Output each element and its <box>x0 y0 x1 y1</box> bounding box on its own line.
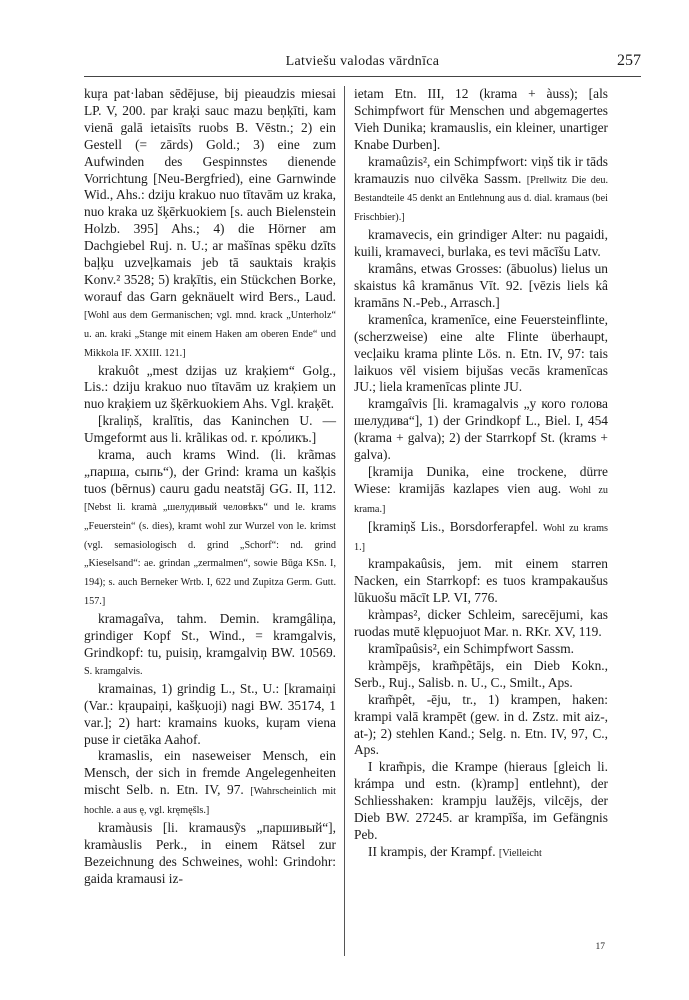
page-header <box>84 50 641 77</box>
entry-kramagalva: kramagaîva, tahm. Demin. kramgâliņa, grindiger Kopf St., Wind., = kramgalvis, Grindkopf: tu, puisiņ, kramgalviņ BW. 10569. S. kramgalvis. <box>84 611 336 677</box>
column-divider <box>344 86 345 956</box>
entry-kramgalvis: kramgaîvis [li. kramagalvis „у кого голова шелудива“], 1) der Grindkopf L., Biel. I, 454 (krama + galva); 2) der Starrkopf St. (krams + galva). <box>354 396 608 463</box>
entry-kramans: kramâns, etwas Grosses: (ābuolus) lielus un skaistus kâ kramānus Vīt. 92. [vēzis liels kâ kramāns N.-Peb., Arrasch.] <box>354 261 608 310</box>
entry-krampakausis: krampakaûsis, jem. mit einem starren Nacken, ein Starrkopf: es tuos krampakaušus lūkuošu mācīt LP. VI, 776. <box>354 556 608 606</box>
entry-krampis-1: I kram̃pis, die Krampe (hieraus [gleich li. krámpa und estn. (k)ramp] entlehnt), der Schliesshaken: krampju laužējs, vilcējs, der Dieb BW. 27245. ar krampīša, im Gefängnis Peb. <box>354 759 608 842</box>
running-title: Latviešu valodas vārdnīca <box>285 54 440 69</box>
entry-krampet: kram̃pêt, -ēju, tr., 1) krampen, haken: krampi valā krampēt (gew. in d. Zstz. mit aiz-, at-); 2) stehlen Kand.; Selg. n. Etn. IV, 97, C., Aps. <box>354 691 608 758</box>
entry-krama: krama, auch krams Wind. (li. krãmas „парша, сыпь“), der Grind: krama un kašķis tuos (bērnus) cauru gadu neatstāj GG. II, 112. [Nebst li. kramà „шелудивый человѣкъ“ und le. krams „Feuerstein“ (s. dies), kramt wohl zur Wurzel von le. krimst (vgl. semasiologisch d. grind „Schorf“: nd. grind „Kieselsand“: ae. grindan „zermalmen“, sowie Būga KSn. I, 194); s. auch Berneker Wrtb. I, 622 und Zupitza Germ. Gutt. 157.] <box>84 447 336 608</box>
entry-krampis-2: II krampis, der Krampf. [Vielleicht <box>368 843 542 859</box>
entry-krampejs: kràmpējs, kram̃pẽtājs, ein Dieb Kokn., Serb., Ruj., Salisb. n. U., C., Smilt., Aps. <box>354 657 608 690</box>
entry-continuation: ietam Etn. III, 12 (krama + àuss); [als Schimpfwort für Menschen und abgemagertes Vieh Dunika; kramauslis, ein kleiner, unartiger Knabe Durben]. <box>354 86 608 152</box>
entry-krampausis: kramĩpaûsis², ein Schimpfwort Sassm. <box>368 641 574 656</box>
entry-continuation: kuŗa pat·laban sēdējuse, bij pieaudzis miesai LP. V, 200. par kraķi sauc mazu beņķīti, kam vienā galā ietaisīts ruobs B. Vēstn.; 2) ein Gestell (= zārds) Gold.; 3) eine zum Aufwinden des Gespinnstes dienende Vorrichtung [Neu-Bergfried), eine Garnwinde Wid., Ahs.: dziju krakuo nuo tītavām uz kraka, nuo kraka uz šķērkuokiem [s. auch Bielenstein Holzb. 395] Ahs.; 4) die Hörner am Dachgiebel Ruj. n. U.; ar mašīnas spēku dzīts baļķu uzveļkamais jeb tā sauktais kraķis Konv.² 3528; 5) kraķītis, ein Stückchen Borke, worauf das Garn geknäuelt wird Bers., Laud. [Wohl aus dem Germanischen; vgl. mnd. krack „Unterholz“ u. an. kraki „Stange mit einem Haken am oberen Ende“ und Mikkola IF. XXIII. 121.] <box>84 86 336 359</box>
entry-kramavecis: kramavecis, ein grindiger Alter: nu pagaidi, kuili, kramaveci, burlaka, es tevi mācīšu Latv. <box>354 227 608 260</box>
entry-kramins: [kramiņš Lis., Borsdorferapfel. Wohl zu krams 1.] <box>354 518 608 553</box>
entry-krakuot: krakuôt „mest dzijas uz kraķiem“ Golg., Lis.: dziju krakuo nuo tītavām uz kraķiem un nuo kraķiem uz šķērkuokiem Ahs. Vgl. kraķēt. <box>84 362 336 412</box>
entry-kramausis: kramàusis [li. kramausỹs „паршивый“], kramàuslis Perk., in einem Rätsel zur Bezeichnung des Schweines, wohl: Grindohr: gaida kramausi iz- <box>84 820 336 886</box>
entry-kramauzis: kramaûzis², ein Schimpfwort: viņš tik ir tāds kramauzis nuo cilvēka Sassm. [Prellwitz Die deu. Bestandteile 45 denkt an Entlehnung aus d. dial. kramaus (bei Frischbier).] <box>354 153 608 224</box>
left-column <box>84 86 336 888</box>
entry-kralins: [kraliņš, kralītis, das Kaninchen U. — Umgeformt aus li. krãlikas od. r. кро́ликъ.] <box>84 413 336 446</box>
entry-krampas: kràmpas², dicker Schleim, sarecējumi, kas ruodas mutē klępuojuot Mar. n. RKr. XV, 119. <box>354 607 608 640</box>
entry-kramaslis: kramaslis, ein naseweiser Mensch, ein Mensch, der sich in fremde Angelegenheiten mischt Selb. n. Etn. IV, 97. [Wahrscheinlich mit hochle. a aus ę, vgl. kręmęšls.] <box>84 748 336 817</box>
right-column <box>354 86 608 863</box>
printer-signature: 17 <box>595 942 605 952</box>
entry-kramains: kramainas, 1) grindig L., St., U.: [kramaiņi (Var.: kŗaupaiņi, kašķuoji) nagi BW. 35174, 1 var.]; 2) hart: kramains kuoks, kuŗam viena puse ir cietāka Aahof. <box>84 680 336 747</box>
page-number: 257 <box>617 52 641 69</box>
entry-kramenica: kramenîca, kramenīce, eine Feuersteinflinte, (scherzweise) eine alte Flinte überhaupt, vecļaiku krama plinte Lös. n. Etn. IV, 97: tais laikuos vēl visiem bijušas vecās kramenīcas JU.; liela kramenīcas plinte JU. <box>354 311 608 395</box>
entry-kramija: [kramija Dunika, eine trockene, dürre Wiese: kramijās kazlapes vien aug. Wohl zu krama.] <box>354 463 608 515</box>
